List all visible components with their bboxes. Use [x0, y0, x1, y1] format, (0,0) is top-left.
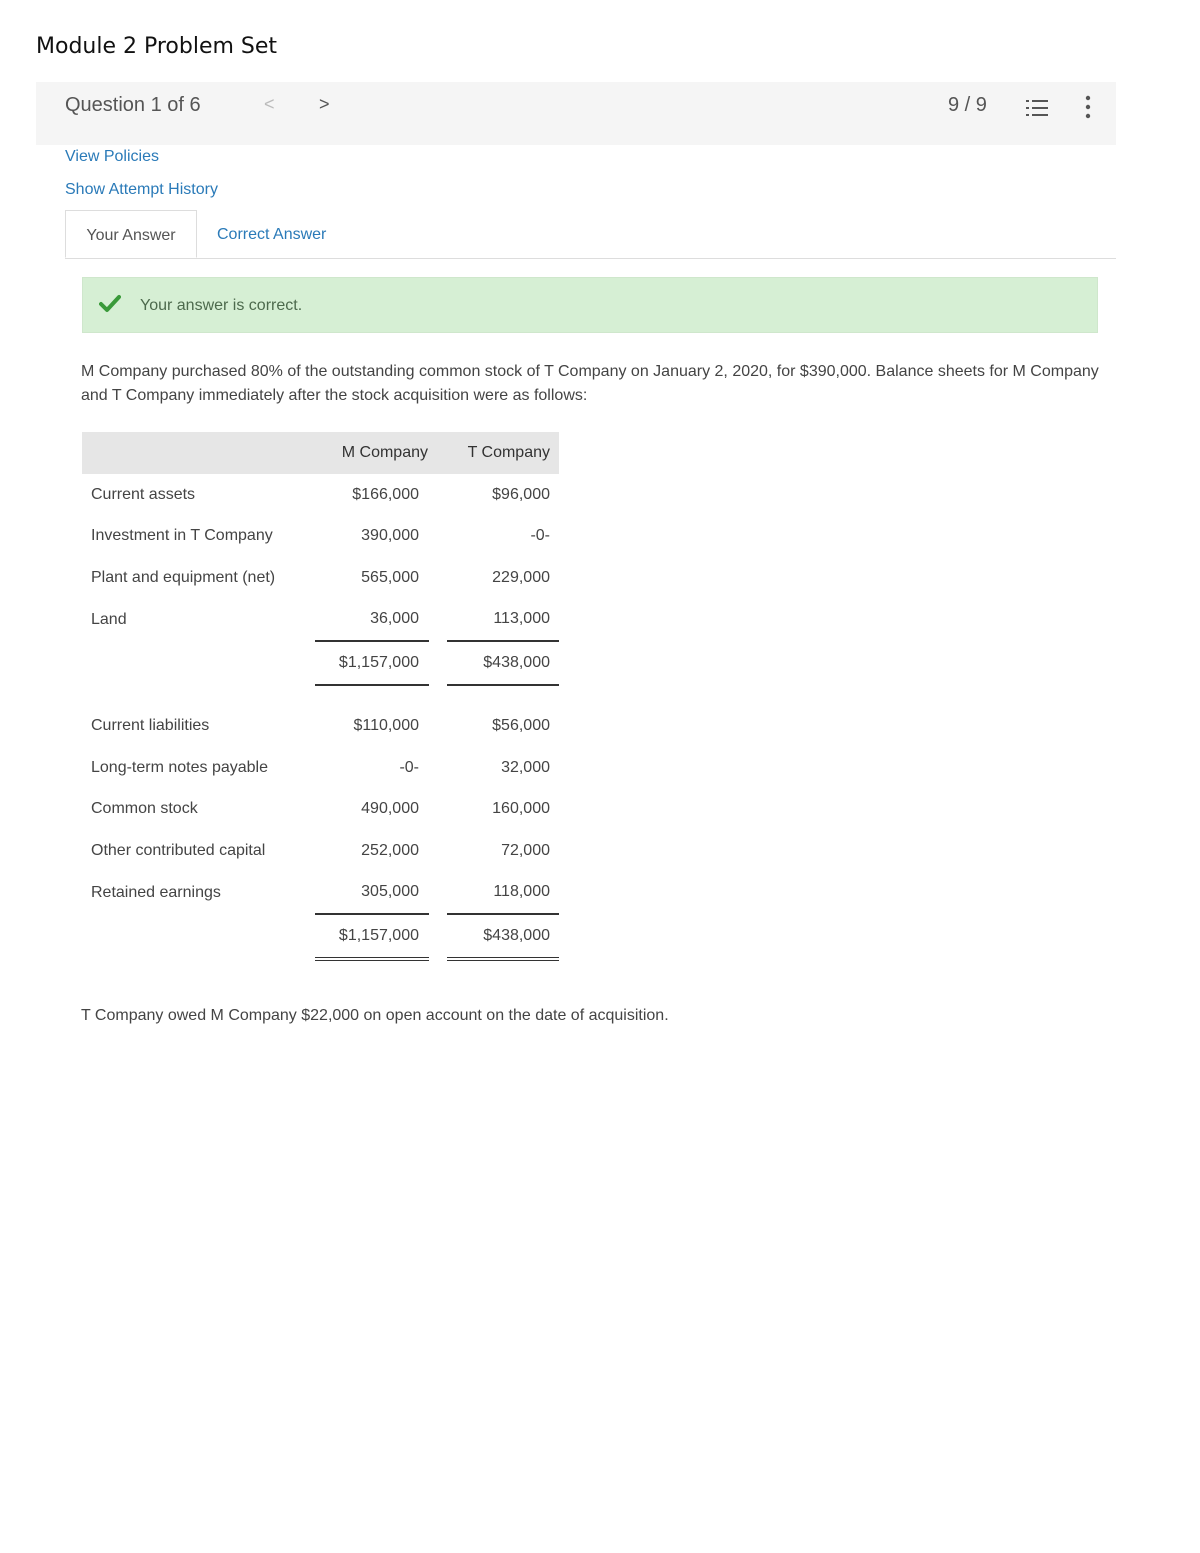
table-row [82, 706, 559, 748]
m-value: 390,000 [361, 527, 419, 545]
t-value: $96,000 [438, 474, 559, 516]
question-navigation-bar [36, 82, 1116, 145]
row-label-blank [82, 641, 315, 685]
problem-text: M Company purchased 80% of the outstanding common stock of T Company on January 2, 2020, for $390,000. Balance sheets for M Company and T Company immediately after the stock acquisition were as follows: [81, 363, 1099, 404]
document-title: Module 2 Problem Set [36, 34, 278, 59]
m-value: $110,000 [353, 717, 419, 735]
m-value: 565,000 [361, 568, 419, 586]
t-value: 113,000 [438, 599, 559, 642]
row-label: Other contributed capital [91, 841, 266, 859]
m-total-assets: $1,157,000 [315, 641, 438, 685]
header-m-company: M Company [315, 432, 438, 474]
row-label-blank [82, 914, 315, 959]
problem-footnote: T Company owed M Company $22,000 on open account on the date of acquisition. [81, 1007, 669, 1024]
row-label: Common stock [91, 800, 198, 818]
t-value: 160,000 [438, 789, 559, 831]
question-list-icon[interactable] [1026, 98, 1048, 118]
table-row [82, 557, 559, 599]
m-total-liabilities: $1,157,000 [315, 914, 438, 959]
show-attempt-history-link[interactable]: Show Attempt History [65, 181, 218, 198]
m-value: 490,000 [361, 800, 419, 818]
previous-question-button[interactable]: < [264, 94, 275, 114]
m-value: -0- [399, 758, 419, 776]
spacer-cell [315, 685, 438, 706]
more-options-icon[interactable] [1082, 94, 1094, 120]
row-label: Current liabilities [91, 717, 210, 735]
assets-total-row [82, 641, 559, 685]
tab-correct-answer[interactable]: Correct Answer [217, 226, 327, 243]
row-label: Current assets [91, 485, 196, 503]
spacer-row [82, 685, 559, 706]
m-value: $166,000 [352, 485, 419, 503]
table-row [82, 599, 559, 642]
table-header-row [82, 432, 559, 474]
balance-sheet-table [82, 432, 559, 961]
table-row [82, 516, 559, 558]
tab-your-answer[interactable]: Your Answer [65, 210, 197, 258]
header-blank [82, 432, 315, 474]
spacer-cell [438, 685, 559, 706]
spacer-cell [82, 685, 315, 706]
row-label: Retained earnings [91, 883, 221, 901]
m-value: 252,000 [361, 841, 419, 859]
score-display: 9 / 9 [948, 94, 987, 116]
answer-tabs [65, 210, 1116, 259]
row-label: Investment in T Company [91, 527, 273, 545]
liabilities-total-row [82, 914, 559, 959]
t-value: -0- [438, 516, 559, 558]
t-value: 118,000 [438, 872, 559, 915]
table-row [82, 872, 559, 915]
t-total-assets: $438,000 [438, 641, 559, 685]
t-total-liabilities: $438,000 [438, 914, 559, 959]
table-row [82, 747, 559, 789]
m-value: 36,000 [315, 599, 438, 642]
view-policies-link[interactable]: View Policies [65, 148, 159, 165]
t-value: 72,000 [438, 830, 559, 872]
table-row [82, 830, 559, 872]
table-row [82, 474, 559, 516]
alert-message: Your answer is correct. [140, 297, 303, 314]
row-label: Long-term notes payable [91, 758, 268, 776]
t-value: $56,000 [438, 706, 559, 748]
next-question-button[interactable]: > [319, 94, 330, 114]
t-value: 32,000 [438, 747, 559, 789]
m-value: 305,000 [315, 872, 438, 915]
header-t-company: T Company [438, 432, 559, 474]
question-label: Question 1 of 6 [65, 94, 201, 116]
row-label: Land [91, 610, 127, 628]
t-value: 229,000 [438, 557, 559, 599]
correct-answer-alert [82, 277, 1098, 333]
checkmark-icon [99, 294, 121, 314]
table-row [82, 789, 559, 831]
row-label: Plant and equipment (net) [91, 568, 276, 586]
